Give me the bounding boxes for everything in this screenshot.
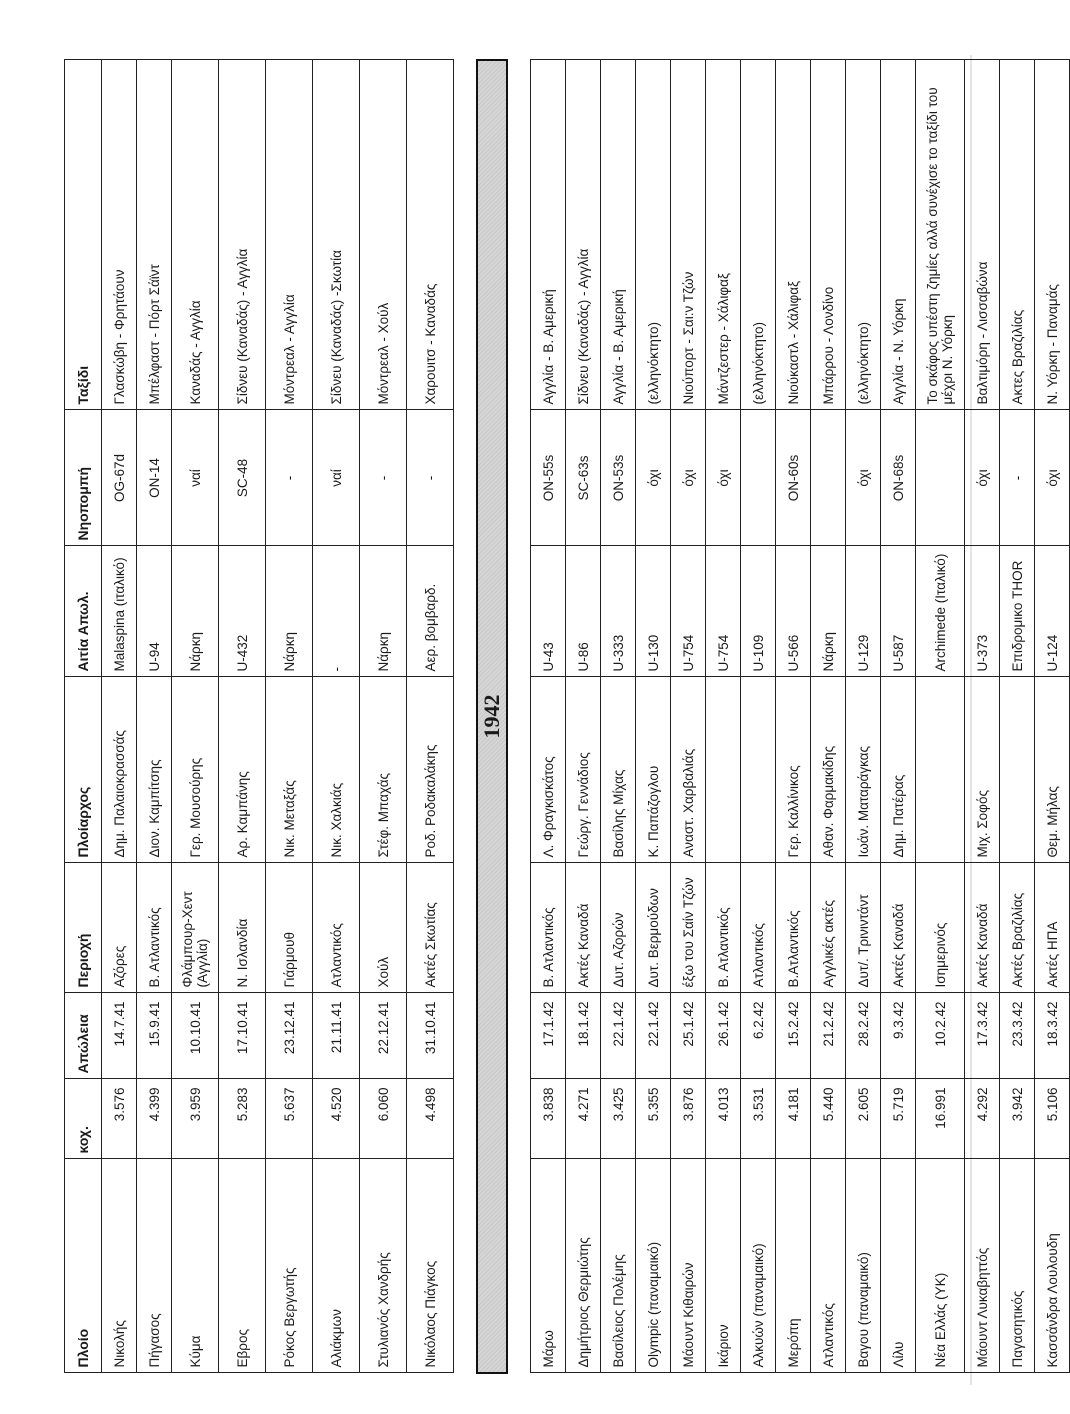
cell-tonnage: 5.440 — [811, 1079, 846, 1159]
cell-convoy: όχι — [636, 410, 671, 546]
cell-captain: Δημ. Πατέρας — [881, 677, 916, 863]
cell-loss-date: 21.11.41 — [313, 993, 360, 1079]
cell-area: Ακτές Σκωτίας — [407, 863, 454, 993]
cell-cause: U-587 — [881, 546, 916, 677]
cell-loss-date: 17.1.42 — [531, 993, 566, 1079]
cell-cause: U-566 — [776, 546, 811, 677]
cell-tonnage: 4.271 — [566, 1079, 601, 1159]
cell-convoy: ON-68s — [881, 410, 916, 546]
cell-convoy: όχι — [671, 410, 706, 546]
cell-cause: U-109 — [741, 546, 776, 677]
cell-voyage: Νιούκαστλ - Χάλιφαξ — [776, 60, 811, 410]
cell-loss-date: 18.1.42 — [566, 993, 601, 1079]
cell-tonnage: 6.060 — [360, 1079, 407, 1159]
cell-captain: Ροδ. Ροδακαλάκης — [407, 677, 454, 863]
cell-captain: Αναστ. Χαρβαλιάς — [671, 677, 706, 863]
cell-loss-date: 23.12.41 — [266, 993, 313, 1079]
cell-cause: Επιδρομικο THOR — [1000, 546, 1035, 677]
cell-convoy: ON-14 — [137, 410, 172, 546]
table-row — [776, 60, 811, 1373]
cell-voyage: (ελληνόκτητο) — [741, 60, 776, 410]
cell-tonnage: 16.991 — [916, 1079, 965, 1159]
cell-cause: Νάρκη — [811, 546, 846, 677]
cell-loss-date: 14.7.41 — [102, 993, 137, 1079]
year-label: 1942 — [479, 694, 504, 739]
cell-ship: Στυλιανός Χανδρής — [360, 1159, 407, 1373]
cell-cause: U-86 — [566, 546, 601, 677]
cell-ship: Μάουντ Κιθαιρών — [671, 1159, 706, 1373]
cell-captain: Γερ. Μουσούρης — [172, 677, 219, 863]
cell-ship: Αλκυών (παναμαικό) — [741, 1159, 776, 1373]
cell-voyage: Ν. Υόρκη - Παναμάς — [1035, 60, 1070, 410]
cell-convoy: - — [360, 410, 407, 546]
cell-cause: Νάρκη — [172, 546, 219, 677]
cell-ship: Νικολής — [102, 1159, 137, 1373]
cell-cause: U-124 — [1035, 546, 1070, 677]
cell-cause: U-130 — [636, 546, 671, 677]
cell-area: Β. Ατλαντικός — [706, 863, 741, 993]
table-row — [741, 60, 776, 1373]
cell-loss-date: 21.2.42 — [811, 993, 846, 1079]
cell-captain: Βασίλης Μίχας — [601, 677, 636, 863]
cell-ship: Ρόκος Βεργωτής — [266, 1159, 313, 1373]
cell-ship: Αλιάκμων — [313, 1159, 360, 1373]
cell-convoy: ναί — [313, 410, 360, 546]
cell-ship: Βαγου (παναμαικό) — [846, 1159, 881, 1373]
cell-captain: Γεώργ. Γεννάδιος — [566, 677, 601, 863]
cell-ship: Παγασητικός — [1000, 1159, 1035, 1373]
cell-ship: Πήγασος — [137, 1159, 172, 1373]
cell-captain — [916, 677, 965, 863]
cell-convoy: - — [1000, 410, 1035, 546]
cell-tonnage: 2.605 — [846, 1079, 881, 1159]
cell-cause: Νάρκη — [266, 546, 313, 677]
header-captain: Πλοίαρχος — [65, 677, 102, 863]
cell-ship: Μάρω — [531, 1159, 566, 1373]
table-row — [1035, 60, 1070, 1373]
cell-captain: Νικ. Μεταξάς — [266, 677, 313, 863]
cell-voyage: Νιούπορτ - Σαι:ν Τζών — [671, 60, 706, 410]
cell-captain: Αρ. Καμπάνης — [219, 677, 266, 863]
cell-cause: Αερ. βομβαρδ. — [407, 546, 454, 677]
table-row — [636, 60, 671, 1373]
cell-loss-date: 10.2.42 — [916, 993, 965, 1079]
table-row — [1000, 60, 1035, 1373]
cell-tonnage: 4.292 — [965, 1079, 1000, 1159]
cell-area: Γιάρμουθ — [266, 863, 313, 993]
cell-area: Δυτ/. Τρινιντάντ — [846, 863, 881, 993]
cell-tonnage: 3.425 — [601, 1079, 636, 1159]
cell-captain: Θεμ. Μήλας — [1035, 677, 1070, 863]
cell-area: Ατλαντικός — [313, 863, 360, 993]
cell-tonnage: 3.876 — [671, 1079, 706, 1159]
cell-cause: Νάρκη — [360, 546, 407, 677]
rotated-table-page — [64, 61, 1060, 1374]
cell-voyage: Μπέλφαστ - Πόρτ Σάϊντ — [137, 60, 172, 410]
cell-convoy: - — [407, 410, 454, 546]
cell-loss-date: 9.3.42 — [881, 993, 916, 1079]
cell-area: Ακτές ΗΠΑ — [1035, 863, 1070, 993]
table-row — [313, 60, 360, 1373]
cell-loss-date: 10.10.41 — [172, 993, 219, 1079]
cell-ship: Ατλαντικός — [811, 1159, 846, 1373]
ship-losses-table — [64, 59, 1070, 1374]
cell-convoy: όχι — [706, 410, 741, 546]
cell-loss-date: 31.10.41 — [407, 993, 454, 1079]
cell-tonnage: 4.520 — [313, 1079, 360, 1159]
cell-ship: Ικάριον — [706, 1159, 741, 1373]
cell-cause: U-94 — [137, 546, 172, 677]
cell-captain — [706, 677, 741, 863]
cell-loss-date: 15.9.41 — [137, 993, 172, 1079]
cell-tonnage: 5.355 — [636, 1079, 671, 1159]
cell-convoy — [811, 410, 846, 546]
cell-loss-date: 28.2.42 — [846, 993, 881, 1079]
cell-cause: Archimede (Ιταλικό) — [916, 546, 965, 677]
cell-voyage: Μάντζεστερ - Χάλιφαξ — [706, 60, 741, 410]
section-spacer — [454, 60, 478, 1373]
cell-convoy — [741, 410, 776, 546]
cell-loss-date: 25.1.42 — [671, 993, 706, 1079]
table-row — [811, 60, 846, 1373]
cell-loss-date: 18.3.42 — [1035, 993, 1070, 1079]
table-row — [360, 60, 407, 1373]
cell-voyage: Μόντρεαλ - Αγγλία — [266, 60, 313, 410]
section-spacer — [507, 60, 531, 1373]
cell-tonnage: 3.531 — [741, 1079, 776, 1159]
cell-loss-date: 6.2.42 — [741, 993, 776, 1079]
header-voyage: Ταξίδι — [65, 60, 102, 410]
cell-convoy: ON-60s — [776, 410, 811, 546]
cell-ship: Εβρος — [219, 1159, 266, 1373]
cell-tonnage: 4.181 — [776, 1079, 811, 1159]
cell-area: Ατλαντικός — [741, 863, 776, 993]
cell-tonnage: 4.399 — [137, 1079, 172, 1159]
cell-area: Χούλ — [360, 863, 407, 993]
cell-convoy: ON-53s — [601, 410, 636, 546]
cell-tonnage: 5.283 — [219, 1079, 266, 1159]
cell-captain: Στέφ. Μπαχάς — [360, 677, 407, 863]
header-row — [65, 60, 102, 1373]
table-row — [846, 60, 881, 1373]
cell-captain: Γερ. Καλλίνικος — [776, 677, 811, 863]
cell-convoy: ναί — [172, 410, 219, 546]
cell-convoy: SC-48 — [219, 410, 266, 546]
cell-cause: - — [313, 546, 360, 677]
header-convoy: Νηοπομπή — [65, 410, 102, 546]
cell-area: έξω του Σαίν Τζών — [671, 863, 706, 993]
cell-convoy: όχι — [846, 410, 881, 546]
cell-convoy — [916, 410, 965, 546]
cell-loss-date: 22.1.42 — [601, 993, 636, 1079]
cell-captain: Κ. Παπάζογλου — [636, 677, 671, 863]
table-row — [531, 60, 566, 1373]
cell-area: Ακτές Καναδά — [566, 863, 601, 993]
cell-ship: Νέα Ελλάς (ΥΚ) — [916, 1159, 965, 1373]
cell-area: Ακτές Καναδά — [965, 863, 1000, 993]
cell-loss-date: 17.3.42 — [965, 993, 1000, 1079]
cell-voyage: Ακτες Βραζιλίας — [1000, 60, 1035, 410]
cell-ship: Μερόπη — [776, 1159, 811, 1373]
cell-cause: U-373 — [965, 546, 1000, 677]
table-row — [706, 60, 741, 1373]
cell-convoy: όχι — [965, 410, 1000, 546]
cell-ship: Olympic (παναμαικό) — [636, 1159, 671, 1373]
cell-tonnage: 3.942 — [1000, 1079, 1035, 1159]
cell-convoy: - — [266, 410, 313, 546]
cell-captain: Διον. Καμπίτσης — [137, 677, 172, 863]
cell-area: Ν. Ισλανδία — [219, 863, 266, 993]
cell-ship: Νικόλαος Πιάγκος — [407, 1159, 454, 1373]
cell-tonnage: 3.959 — [172, 1079, 219, 1159]
cell-area: Ακτές Καναδά — [881, 863, 916, 993]
cell-tonnage: 3.838 — [531, 1079, 566, 1159]
cell-cause: U-43 — [531, 546, 566, 677]
cell-captain: Νικ. Χαλκιάς — [313, 677, 360, 863]
table-row — [671, 60, 706, 1373]
cell-voyage: Χαρουιτσ - Καναδάς — [407, 60, 454, 410]
cell-loss-date: 22.12.41 — [360, 993, 407, 1079]
cell-convoy: ON-55s — [531, 410, 566, 546]
table-row — [102, 60, 137, 1373]
cell-area: Ισημερινός — [916, 863, 965, 993]
cell-loss-date: 22.1.42 — [636, 993, 671, 1079]
cell-voyage: Καναδάς - Αγγλία — [172, 60, 219, 410]
cell-voyage: Αγγλία - Β. Αμερική — [601, 60, 636, 410]
cell-voyage: (ελληνόκτητο) — [846, 60, 881, 410]
cell-ship: Κασσάνδρα Λουλουδη — [1035, 1159, 1070, 1373]
cell-area: Ακτές Βραζιλίας — [1000, 863, 1035, 993]
cell-captain — [741, 677, 776, 863]
header-area: Περιοχή — [65, 863, 102, 993]
cell-area: Αγγλικές ακτές — [811, 863, 846, 993]
cell-area: Αζόρες — [102, 863, 137, 993]
cell-ship: Κύμα — [172, 1159, 219, 1373]
cell-voyage: (ελληνόκτητο) — [636, 60, 671, 410]
cell-ship: Βασίλειος Πολέμης — [601, 1159, 636, 1373]
cell-ship: Μάουντ Λυκαβηττός — [965, 1159, 1000, 1373]
table-row — [137, 60, 172, 1373]
cell-convoy: OG-67d — [102, 410, 137, 546]
cell-cause: U-754 — [671, 546, 706, 677]
cell-captain — [1000, 677, 1035, 863]
cell-tonnage: 3.576 — [102, 1079, 137, 1159]
header-loss-date: Απώλεια — [65, 993, 102, 1079]
cell-loss-date: 23.3.42 — [1000, 993, 1035, 1079]
cell-loss-date: 26.1.42 — [706, 993, 741, 1079]
cell-ship: Λίλυ — [881, 1159, 916, 1373]
cell-area: Φλάμπουρ-Χεντ (Αγγλία) — [172, 863, 219, 993]
cell-loss-date: 15.2.42 — [776, 993, 811, 1079]
cell-tonnage: 5.719 — [881, 1079, 916, 1159]
cell-voyage: Σίδνευ (Καναδάς) - Αγγλία — [219, 60, 266, 410]
cell-voyage: Αγγλία - Β. Αμερική — [531, 60, 566, 410]
cell-area: Δυτ. Βερμούδων — [636, 863, 671, 993]
cell-captain: Μιχ. Σοφός — [965, 677, 1000, 863]
table-row — [172, 60, 219, 1373]
cell-area: Δυτ. Αζορών — [601, 863, 636, 993]
cell-cause: U-129 — [846, 546, 881, 677]
cell-voyage: Σίδνευ (Καναδάς) - Αγγλία — [566, 60, 601, 410]
table-row — [916, 60, 965, 1373]
cell-captain: Λ. Φραγκισκάτος — [531, 677, 566, 863]
header-tonnage: κοχ. — [65, 1079, 102, 1159]
header-cause: Αιτία Απωλ. — [65, 546, 102, 677]
cell-voyage: Αγγλία - Ν. Υόρκη — [881, 60, 916, 410]
cell-loss-date: 17.10.41 — [219, 993, 266, 1079]
cell-cause: U-432 — [219, 546, 266, 677]
table-row — [266, 60, 313, 1373]
year-divider-row — [477, 60, 507, 1373]
cell-tonnage: 5.637 — [266, 1079, 313, 1159]
cell-voyage: Μπάρρου - Λονδίνο — [811, 60, 846, 410]
cell-convoy: όχι — [1035, 410, 1070, 546]
cell-cause: U-333 — [601, 546, 636, 677]
header-ship: Πλοίο — [65, 1159, 102, 1373]
cell-cause: U-754 — [706, 546, 741, 677]
table-row — [965, 60, 1000, 1373]
table-row — [566, 60, 601, 1373]
cell-convoy: SC-63s — [566, 410, 601, 546]
cell-voyage: Το σκάφος υπέστη ζημίες αλλά συνέχισε το ταξίδι του μέχρι Ν. Υόρκη — [916, 60, 965, 410]
cell-cause: Malaspina (ιταλικό) — [102, 546, 137, 677]
cell-voyage: Γλασκώβη - Φρητάουν — [102, 60, 137, 410]
cell-area: Β. Ατλαντικός — [531, 863, 566, 993]
table-row — [601, 60, 636, 1373]
cell-tonnage: 5.106 — [1035, 1079, 1070, 1159]
cell-tonnage: 4.498 — [407, 1079, 454, 1159]
cell-ship: Δημήτριος Θερμιώτης — [566, 1159, 601, 1373]
cell-captain: Ιωάν. Ματαράγκας — [846, 677, 881, 863]
cell-area: Β.Ατλαντικός — [776, 863, 811, 993]
cell-voyage: Σίδνευ (Καναδάς) -Σκωτία — [313, 60, 360, 410]
cell-area: Β. Ατλαντικός — [137, 863, 172, 993]
cell-voyage: Μόντρεαλ - Χούλ — [360, 60, 407, 410]
cell-captain: Αθαν. Φαρμακίδης — [811, 677, 846, 863]
table-row — [219, 60, 266, 1373]
cell-voyage: Βαλτιμόρη - Λισσαβώνα — [965, 60, 1000, 410]
table-row — [881, 60, 916, 1373]
cell-captain: Δημ. Παλαιοκρασσάς — [102, 677, 137, 863]
table-row — [407, 60, 454, 1373]
cell-tonnage: 4.013 — [706, 1079, 741, 1159]
